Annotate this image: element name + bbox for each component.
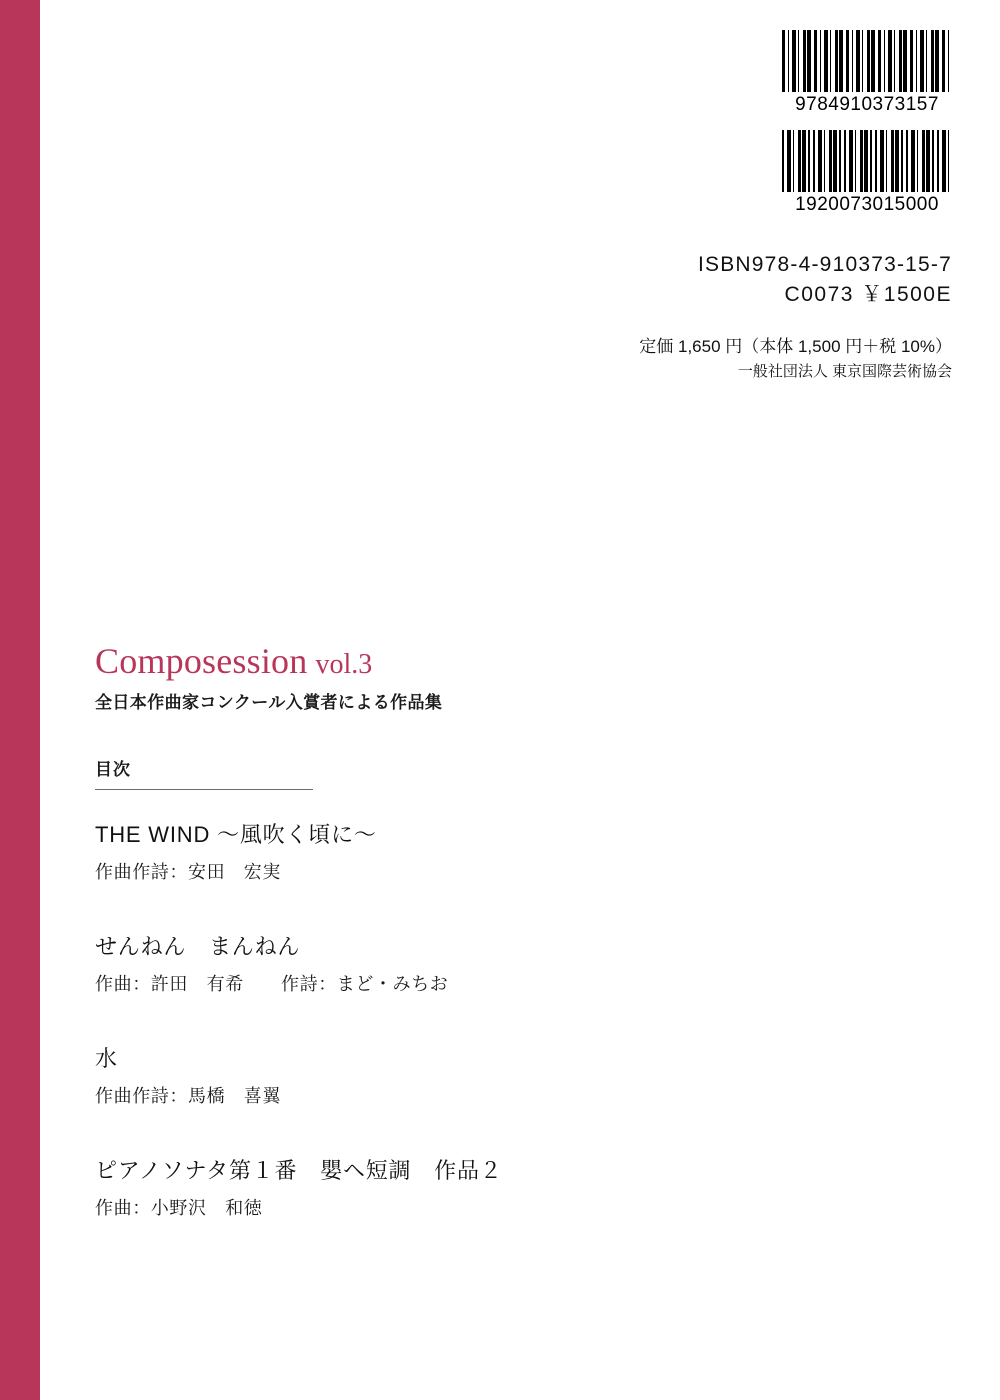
subtitle: 全日本作曲家コンクール入賞者による作品集	[95, 693, 443, 712]
publisher-text: 一般社団法人 東京国際芸術協会	[737, 363, 952, 381]
toc-entry-title: THE WIND 〜風吹く頃に〜	[95, 822, 377, 847]
cover-content	[95, 640, 735, 1268]
list-item	[95, 1044, 735, 1108]
toc-entry-credit: 作曲作詩：馬橋 喜翼	[95, 1085, 281, 1106]
toc-entry-credit: 作曲：小野沢 和徳	[95, 1197, 263, 1218]
toc-entry-credit: 作曲：許田 有希 作詩：まど・みちお	[95, 973, 449, 994]
list-item	[95, 1156, 735, 1220]
isbn-info-block	[532, 250, 952, 384]
page-title	[95, 640, 735, 682]
barcode-block	[782, 30, 952, 230]
toc-heading: 目次	[95, 760, 131, 779]
price-barcode-icon	[782, 130, 952, 192]
list-item	[95, 932, 735, 996]
toc-entry-credit: 作曲作詩：安田 宏実	[95, 861, 281, 882]
title-volume: vol.3	[315, 649, 373, 680]
title-main: Composession	[95, 641, 308, 681]
toc-entry-title: ピアノソナタ第１番 嬰ヘ短調 作品２	[95, 1157, 503, 1183]
toc-entry-title: 水	[95, 1045, 118, 1071]
price-text: 定価 1,650 円（本体 1,500 円＋税 10%）	[639, 336, 952, 356]
toc-entry-title: せんねん まんねん	[95, 933, 301, 959]
spine-divider	[40, 0, 44, 1400]
isbn-barcode-digits: 9784910373157	[795, 94, 939, 115]
isbn-code: ISBN978-4-910373-15-7	[697, 253, 952, 276]
isbn-barcode-icon	[782, 30, 952, 92]
isbn-classification: C0073 ￥1500E	[784, 283, 952, 307]
toc-divider	[95, 789, 313, 790]
toc-list	[95, 820, 735, 1220]
spine-band	[0, 0, 40, 1400]
price-barcode-digits: 1920073015000	[795, 194, 939, 215]
list-item	[95, 820, 735, 884]
